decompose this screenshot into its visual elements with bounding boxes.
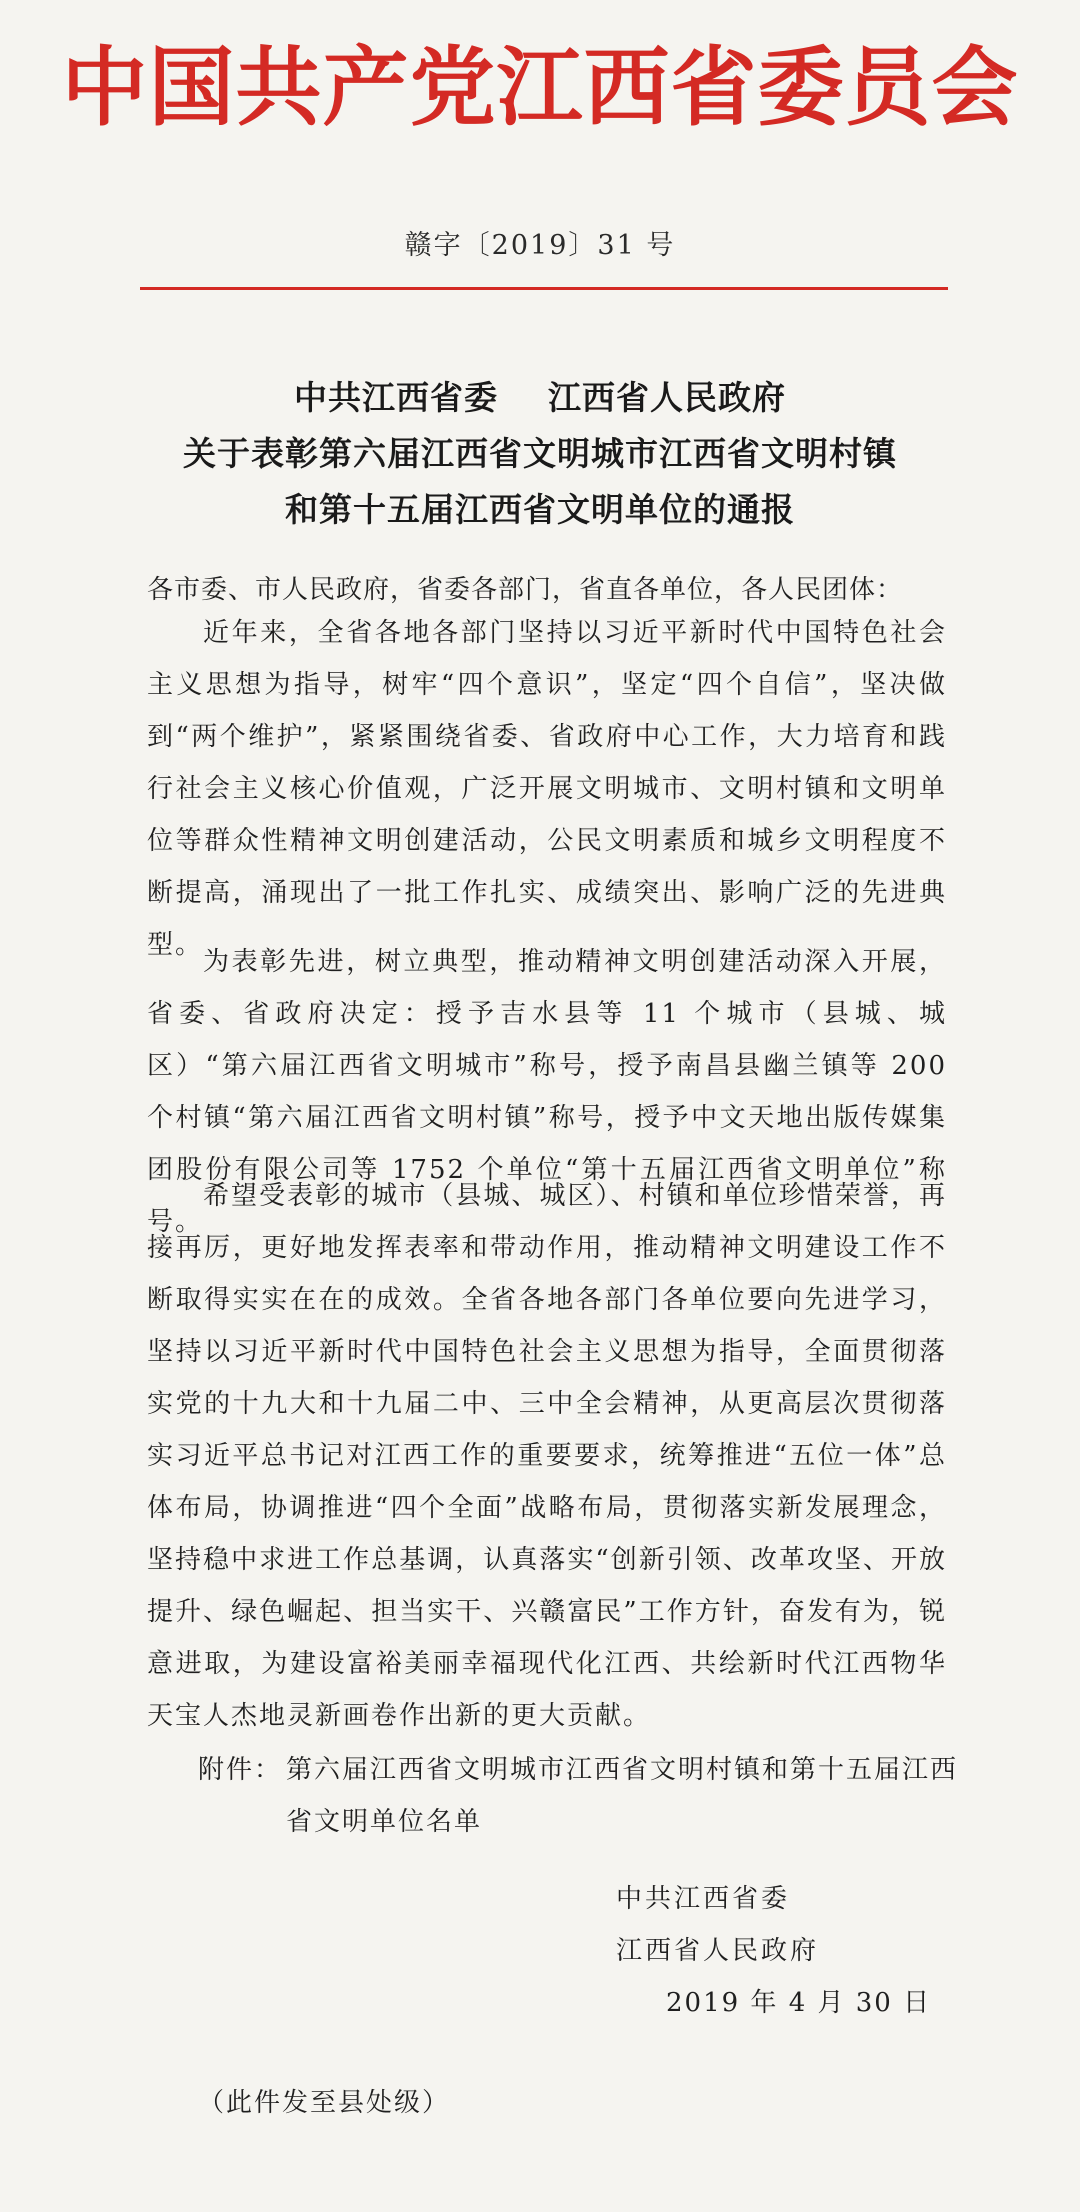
attachment-text: 第六届江西省文明城市江西省文明村镇和第十五届江西省文明单位名单 — [286, 1755, 959, 1837]
body-paragraph-1: 近年来，全省各地各部门坚持以习近平新时代中国特色社会主义思想为指导，树牢“四个意识”，坚定“四个自信”，坚决做到“两个维护”，紧紧围绕省委、省政府中心工作，大力培育和践行社会主义核心价值观，广泛开展文明城市、文明村镇和文明单位等群众性精神文明创建活动，公民文明素质和城乡文明程度不断提高，涌现出了一批工作扎实、成绩突出、影响广泛的先进典型。 — [147, 618, 947, 960]
masthead-title: 中国共产党江西省委员会 — [61, 38, 1019, 138]
document-title — [0, 370, 1080, 538]
title-line-2: 关于表彰第六届江西省文明城市江西省文明村镇 — [183, 434, 897, 473]
body-paragraph-3: 希望受表彰的城市（县城、城区）、村镇和单位珍惜荣誉，再接再厉，更好地发挥表率和带动作用，推动精神文明建设工作不断取得实实在在的成效。全省各地各部门各单位要向先进学习，坚持以习近平新时代中国特色社会主义思想为指导，全面贯彻落实党的十九大和十九届二中、三中全会精神，从更高层次贯彻落实习近平总书记对江西工作的重要要求，统筹推进“五位一体”总体布局，协调推进“四个全面”战略布局，贯彻落实新发展理念，坚持稳中求进工作总基调，认真落实“创新引领、改革攻坚、开放提升、绿色崛起、担当实干、兴赣富民”工作方针，奋发有为，锐意进取，为建设富裕美丽幸福现代化江西、共绘新时代江西物华天宝人杰地灵新画卷作出新的更大贡献。 — [147, 1181, 947, 1731]
signature-block — [616, 1873, 976, 2029]
title-line-3: 和第十五届江西省文明单位的通报 — [285, 490, 795, 529]
body-paragraph-2: 为表彰先进，树立典型，推动精神文明创建活动深入开展，省委、省政府决定：授予吉水县等 11 个城市（县城、城区）“第六届江西省文明城市”称号，授予南昌县幽兰镇等 200 个村镇“第六届江西省文明村镇”称号，授予中文天地出版传媒集团股份有限公司等 1752 个单位“第十五届江西省文明单位”称号。 — [147, 947, 947, 1237]
attachment-note — [198, 1744, 958, 1848]
attachment-label: 附件： — [198, 1755, 283, 1785]
signature-org-1: 中共江西省委 — [616, 1884, 791, 1914]
title-line-1: 中共江西省委 江西省人民政府 — [294, 378, 786, 417]
distribution-note: （此件发至县处级） — [198, 2088, 451, 2118]
signature-org-2: 江西省人民政府 — [616, 1936, 820, 1966]
signature-date: 2019 年 4 月 30 日 — [666, 1988, 932, 2018]
salutation: 各市委、市人民政府，省委各部门，省直各单位，各人民团体： — [147, 575, 904, 605]
red-divider-line — [140, 287, 948, 290]
document-number: 赣字〔2019〕31 号 — [404, 230, 676, 261]
